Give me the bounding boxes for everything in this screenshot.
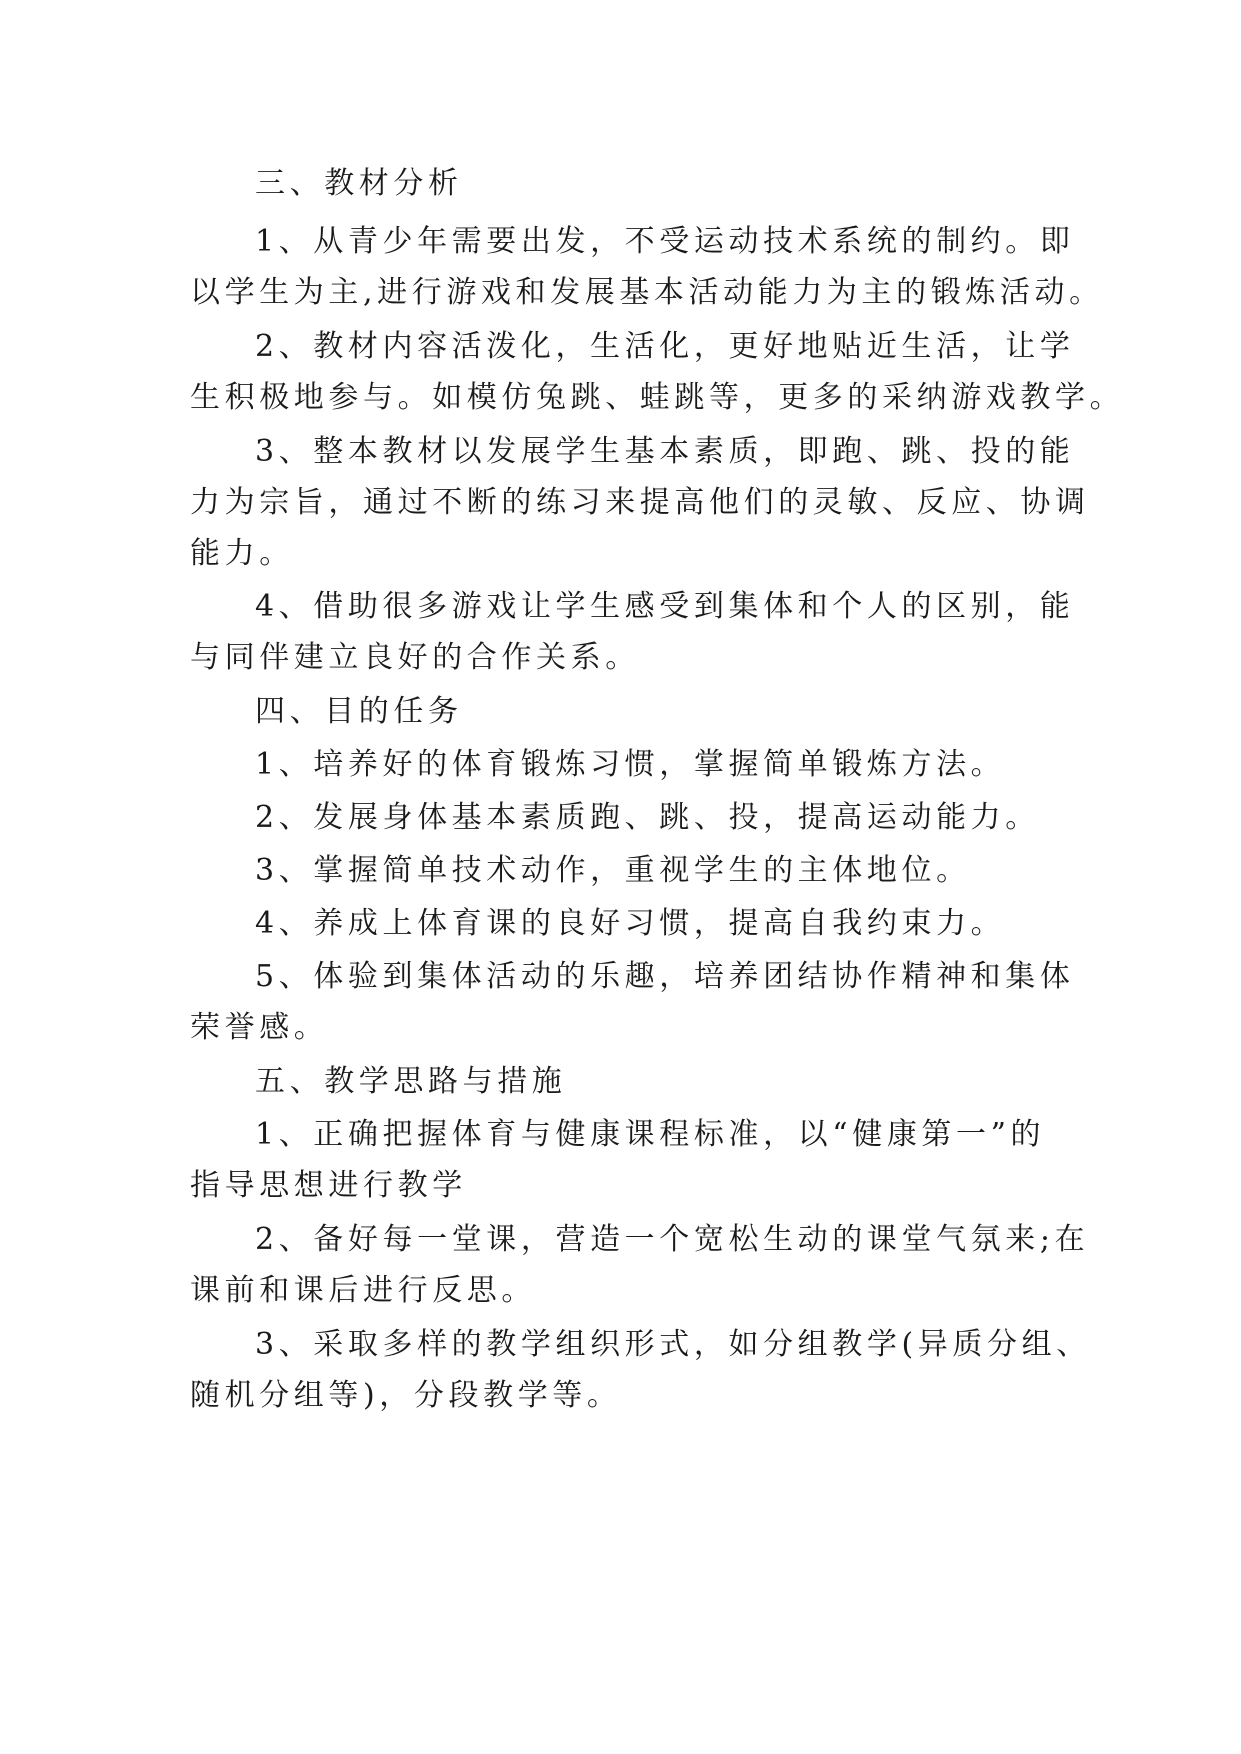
list-item: 1、正确把握体育与健康课程标准，以“健康第一”的: [255, 1117, 1046, 1152]
paragraph-line: 以学生为主,进行游戏和发展基本活动能力为主的锻炼活动。: [190, 275, 1104, 310]
list-item: 2、备好每一堂课，营造一个宽松生动的课堂气氛来;在: [255, 1222, 1090, 1257]
paragraph-line: 荣誉感。: [190, 1010, 329, 1045]
list-item: 2、发展身体基本素质跑、跳、投，提高运动能力。: [255, 800, 1040, 835]
list-item: 1、培养好的体育锻炼习惯，掌握简单锻炼方法。: [255, 747, 1006, 782]
section-heading-objectives: 四、目的任务: [255, 694, 463, 729]
paragraph-line: 1、从青少年需要出发，不受运动技术系统的制约。即: [255, 224, 1075, 259]
section-heading-textbook-analysis: 三、教材分析: [255, 166, 463, 201]
paragraph-line: 力为宗旨，通过不断的练习来提高他们的灵敏、反应、协调: [190, 485, 1090, 520]
list-item: 5、体验到集体活动的乐趣，培养团结协作精神和集体: [255, 959, 1075, 994]
paragraph-line: 课前和课后进行反思。: [190, 1273, 536, 1308]
paragraph-line: 3、整本教材以发展学生基本素质，即跑、跳、投的能: [255, 434, 1075, 469]
paragraph-line: 生积极地参与。如模仿兔跳、蛙跳等，更多的采纳游戏教学。: [190, 380, 1125, 415]
paragraph-line: 指导思想进行教学: [190, 1168, 467, 1203]
list-item: 4、养成上体育课的良好习惯，提高自我约束力。: [255, 906, 1006, 941]
list-item: 3、掌握简单技术动作，重视学生的主体地位。: [255, 853, 971, 888]
paragraph-line: 2、教材内容活泼化，生活化，更好地贴近生活，让学: [255, 329, 1075, 364]
paragraph-line: 4、借助很多游戏让学生感受到集体和个人的区别，能: [255, 589, 1075, 624]
section-heading-teaching-approach: 五、教学思路与措施: [255, 1064, 567, 1099]
list-item: 3、采取多样的教学组织形式，如分组教学(异质分组、: [255, 1327, 1091, 1362]
paragraph-line: 与同伴建立良好的合作关系。: [190, 640, 640, 675]
paragraph-line: 能力。: [190, 536, 294, 571]
paragraph-line: 随机分组等)，分段教学等。: [190, 1378, 622, 1413]
